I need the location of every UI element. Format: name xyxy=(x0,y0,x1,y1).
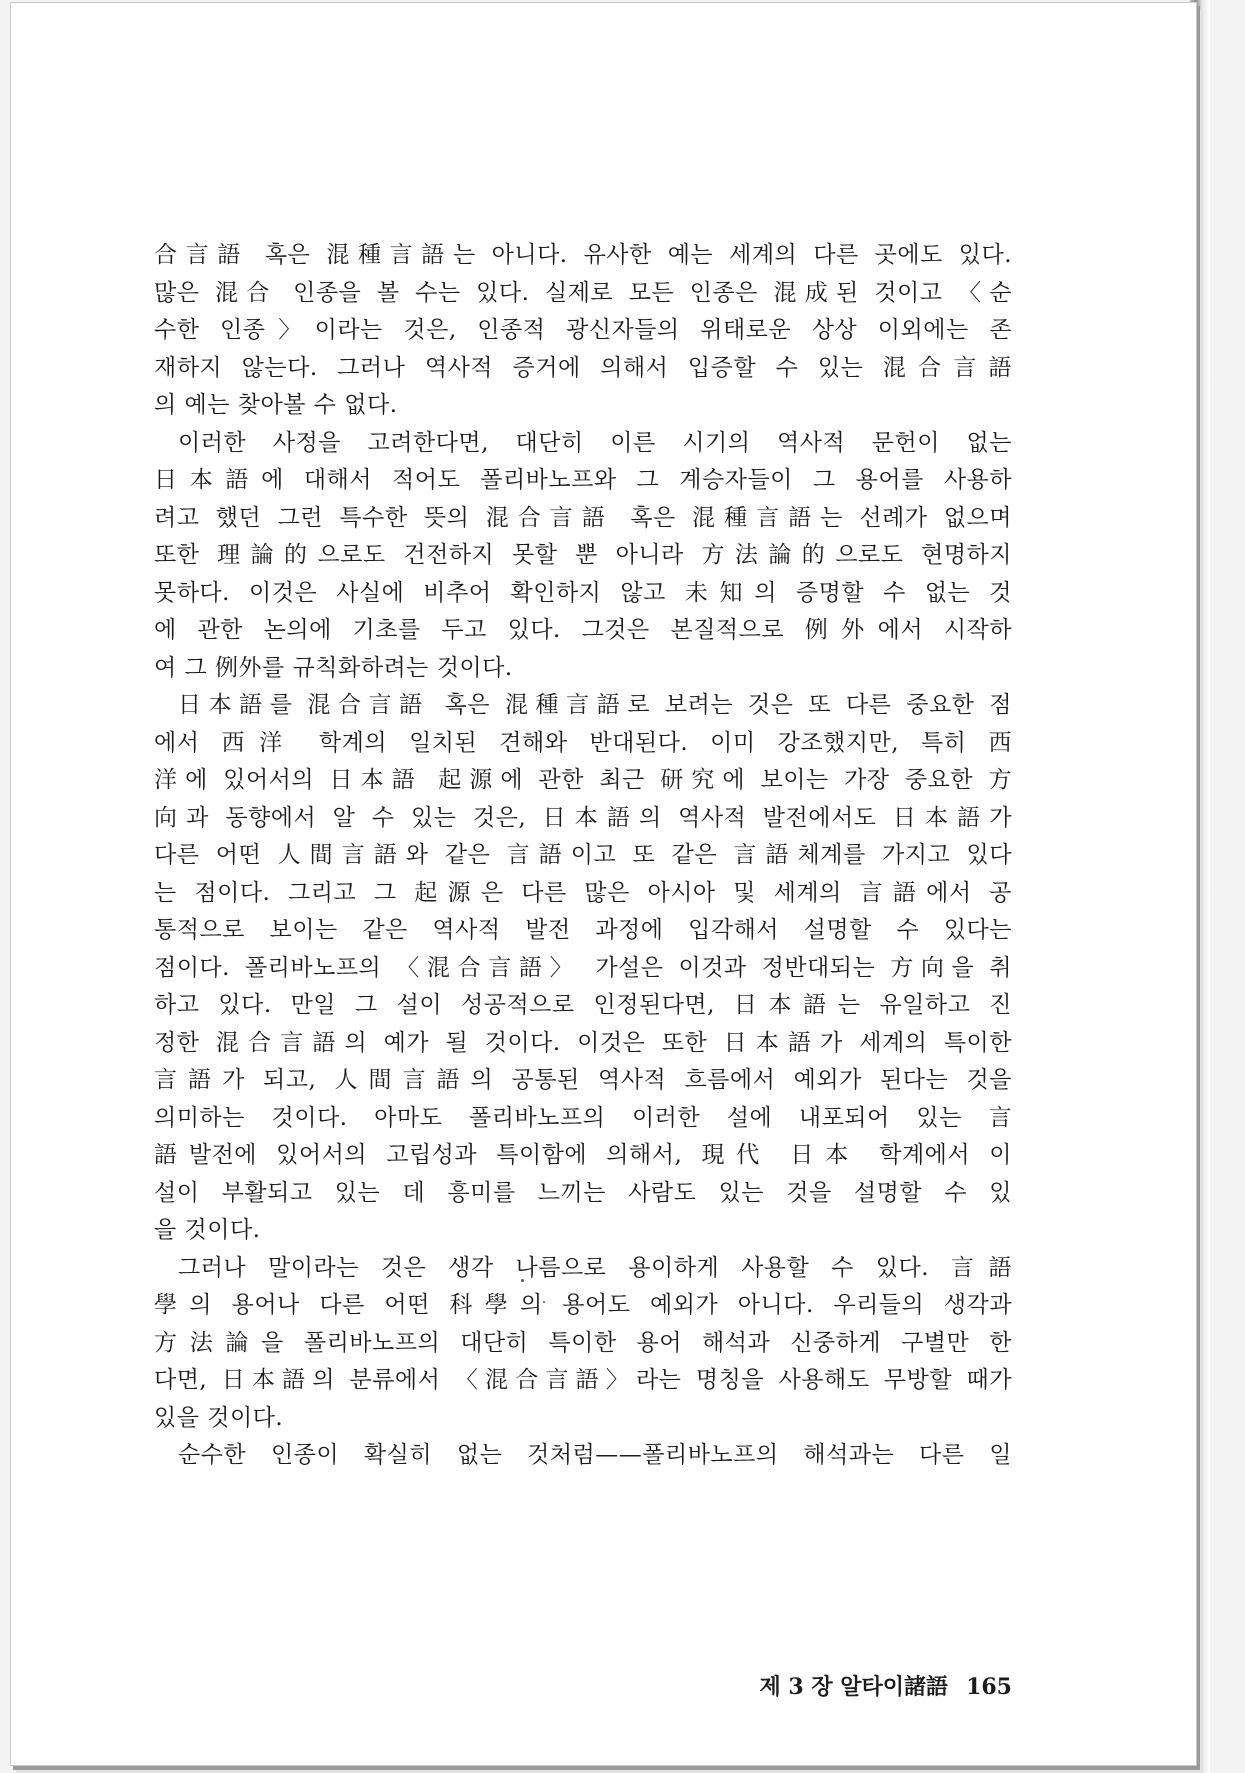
paragraph-start-line: 순수한 인종이 확실히 없는 것처럼——폴리바노프의 해석과는 다른 일 xyxy=(178,1442,1012,1468)
text-line: 또한 理論的으로도 건전하지 못할 뿐 아니라 方法論的으로도 현명하지 xyxy=(154,542,1012,568)
paragraph-start-line: 日本語를 混合言語 혹은 混種言語로 보려는 것은 또 다른 중요한 점 xyxy=(178,692,1012,718)
text-line: 못하다. 이것은 사실에 비추어 확인하지 않고 未知의 증명할 수 없는 것 xyxy=(154,579,1012,606)
text-line: 통적으로 보이는 같은 역사적 발전 과정에 입각해서 설명할 수 있다는 xyxy=(154,917,1012,943)
text-line: 다면, 日本語의 분류에서 〈混合言語〉라는 명칭을 사용해도 무방할 때가 xyxy=(154,1367,1012,1393)
text-line: 있을 것이다. xyxy=(154,1404,284,1431)
chapter-running-head: 제 3 장 알타이諸語 xyxy=(759,1674,949,1700)
text-line: 學의 용어나 다른 어떤 科學의 용어도 예외가 아니다. 우리들의 생각과 xyxy=(154,1292,1012,1318)
paragraph-start-line: 이러한 사정을 고려한다면, 대단히 이른 시기의 역사적 문헌이 없는 xyxy=(178,429,1012,456)
text-line: 洋에 있어서의 日本語 起源에 관한 최근 研究에 보이는 가장 중요한 方 xyxy=(154,767,1012,793)
text-line: 向과 동향에서 알 수 있는 것은, 日本語의 역사적 발전에서도 日本語가 xyxy=(154,804,1012,831)
text-line: 려고 했던 그런 특수한 뜻의 混合言語 혹은 混種言語는 선례가 없으며 xyxy=(154,504,1012,531)
text-line: 점이다. 폴리바노프의 〈混合言語〉 가설은 이것과 정반대되는 方向을 취 xyxy=(154,954,1012,981)
text-line: 다른 어떤 人間言語와 같은 言語이고 또 같은 言語체계를 가지고 있다 xyxy=(154,842,1012,868)
text-line: 는 점이다. 그리고 그 起源은 다른 많은 아시아 및 세계의 言語에서 공 xyxy=(154,879,1012,906)
page-footer xyxy=(720,1670,1012,1701)
text-line: 의 예는 찾아볼 수 없다. xyxy=(154,392,398,418)
text-line: 재하지 않는다. 그러나 역사적 증거에 의해서 입증할 수 있는 混合言語 xyxy=(154,354,1012,381)
text-line: 合言語 혹은 混種言語는 아니다. 유사한 예는 세계의 다른 곳에도 있다. xyxy=(154,242,1012,268)
text-line: 설이 부활되고 있는 데 흥미를 느끼는 사람도 있는 것을 설명할 수 있 xyxy=(154,1179,1012,1206)
text-line: 日本語에 대해서 적어도 폴리바노프와 그 계승자들이 그 용어를 사용하 xyxy=(154,467,1012,493)
text-line: 많은 混合 인종을 볼 수는 있다. 실제로 모든 인종은 混成된 것이고 〈순 xyxy=(154,279,1012,306)
text-line: 을 것이다. xyxy=(154,1217,261,1243)
text-line: 정한 混合言語의 예가 될 것이다. 이것은 또한 日本語가 세계의 특이한 xyxy=(154,1029,1012,1056)
text-line: 수한 인종〉이라는 것은, 인종적 광신자들의 위태로운 상상 이외에는 존 xyxy=(154,317,1012,343)
paragraph-start-line: 그러나 말이라는 것은 생각 나름으로 용이하게 사용할 수 있다. 言語 xyxy=(178,1254,1012,1281)
text-line: 여 그 例外를 규칙화하려는 것이다. xyxy=(154,654,513,681)
text-line: 言語가 되고, 人間言語의 공통된 역사적 흐름에서 예외가 된다는 것을 xyxy=(154,1067,1012,1093)
text-line: 에 관한 논의에 기초를 두고 있다. 그것은 본질적으로 例外에서 시작하 xyxy=(154,617,1012,643)
text-line: 語발전에 있어서의 고립성과 특이함에 의해서, 現代 日本 학계에서 이 xyxy=(154,1142,1012,1168)
page-number: 165 xyxy=(966,1674,1012,1700)
text-line: 하고 있다. 만일 그 설이 성공적으로 인정된다면, 日本語는 유일하고 진 xyxy=(154,992,1012,1018)
text-line: 方法論을 폴리바노프의 대단히 특이한 용어 해석과 신중하게 구별만 한 xyxy=(154,1329,1012,1356)
text-line: 에서 西洋 학계의 일치된 견해와 반대된다. 이미 강조했지만, 특히 西 xyxy=(154,729,1012,756)
body-text xyxy=(154,237,1012,1475)
text-line: 의미하는 것이다. 아마도 폴리바노프의 이러한 설에 내포되어 있는 言 xyxy=(154,1104,1012,1131)
